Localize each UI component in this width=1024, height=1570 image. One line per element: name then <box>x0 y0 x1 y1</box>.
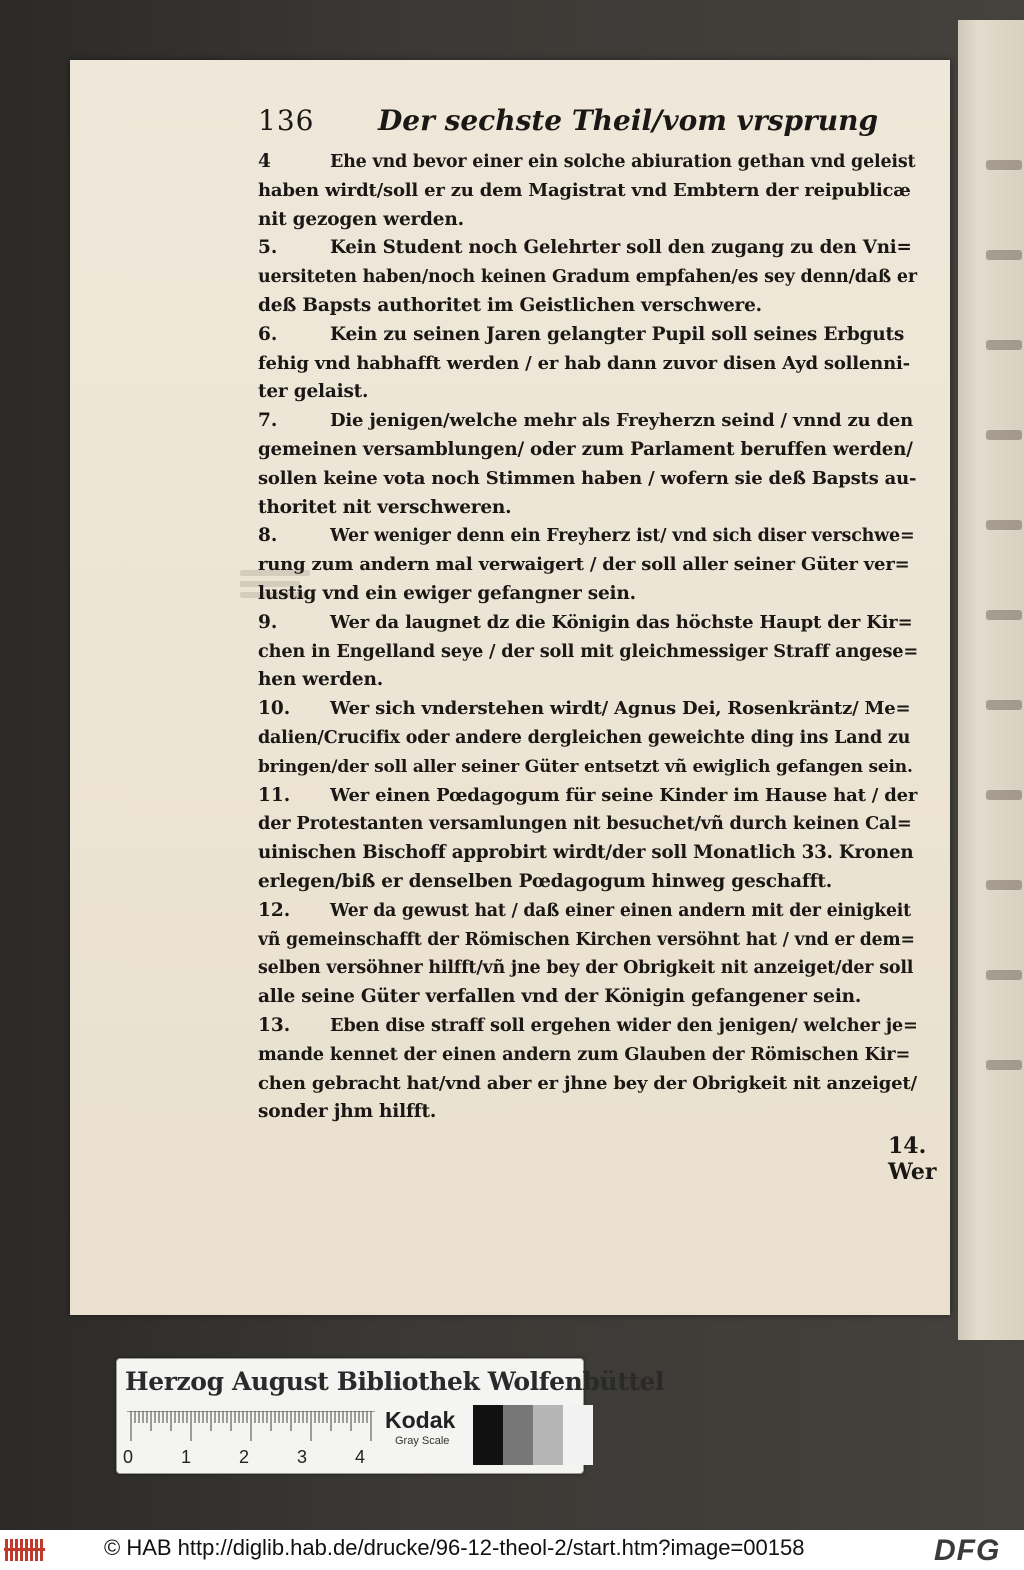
kodak-logo: Kodak <box>385 1407 456 1433</box>
text-line: der Protestanten versamlungen nit besuchet/vñ durch keinen Cal= <box>258 813 912 835</box>
paragraph-number: 12. <box>258 899 291 921</box>
ruler-number: 1 <box>181 1447 192 1467</box>
paragraph <box>258 782 918 897</box>
ruler-number: 3 <box>297 1447 308 1467</box>
text-line: Ehe vnd bevor einer ein solche abiuration gethan vnd geleist <box>330 152 916 172</box>
text-line: Wer einen Pœdagogum für seine Kinder im Hause hat / der <box>330 784 918 806</box>
catchword: 14. Wer <box>888 1133 937 1185</box>
text-line: Wer da gewust hat / daß einer einen andern mit der einigkeit <box>330 900 911 921</box>
text-line: nit gezogen werden. <box>258 208 464 230</box>
page-number: 136 <box>258 104 315 137</box>
page-text-block <box>258 104 918 1127</box>
ruler-number: 4 <box>355 1447 366 1467</box>
color-target-card <box>116 1358 665 1474</box>
text-line: fehig vnd habhafft werden / er hab dann zuvor disen Ayd sollenni- <box>258 352 910 374</box>
adjacent-page-edge <box>958 20 1024 1340</box>
paragraph-number: 9. <box>258 611 278 633</box>
text-line: Wer sich vnderstehen wirdt/ Agnus Dei, Rosenkräntz/ Me= <box>330 698 911 720</box>
text-line: hen werden. <box>258 669 383 691</box>
text-line: thoritet nit verschweren. <box>258 496 512 518</box>
text-line: sollen keine vota noch Stimmen haben / wofern sie deß Bapsts au- <box>258 467 917 489</box>
paragraph-number: 13. <box>258 1014 291 1036</box>
text-line: uinischen Bischoff approbirt wirdt/der soll Monatlich 33. Kronen <box>258 842 914 864</box>
text-line: alle seine Güter verfallen vnd der Königin gefangener sein. <box>258 986 862 1008</box>
text-line: sonder jhm hilfft. <box>258 1101 437 1123</box>
ruler-scale <box>127 1411 375 1441</box>
text-line: chen gebracht hat/vnd aber er jhne bey der Obrigkeit nit anzeiget/ <box>258 1072 917 1094</box>
gray-swatch <box>473 1405 503 1465</box>
text-line: rung zum andern mal verwaigert / der soll aller seiner Güter ver= <box>258 554 910 576</box>
text-line: chen in Engelland seye / der soll mit gleichmessiger Straff angese= <box>258 640 918 662</box>
book-page <box>70 60 950 1315</box>
copyright-url: © HAB http://diglib.hab.de/drucke/96-12-theol-2/start.htm?image=00158 <box>104 1535 805 1560</box>
footer-bar <box>0 1530 1024 1570</box>
gray-scale-label: Gray Scale <box>395 1435 450 1447</box>
paragraph <box>258 321 918 407</box>
text-line: haben wirdt/soll er zu dem Magistrat vnd Embtern der reipublicæ <box>258 179 911 201</box>
text-line: deß Bapsts authoritet im Geistlichen verschwere. <box>258 294 762 316</box>
paragraph <box>258 609 918 695</box>
text-line: Die jenigen/welche mehr als Freyherzn seind / vnnd zu den <box>330 410 913 432</box>
text-line: Eben dise straff soll ergehen wider den jenigen/ welcher je= <box>330 1014 918 1036</box>
gray-swatches <box>473 1405 593 1465</box>
dfg-logo: DFG <box>934 1534 1001 1567</box>
paragraph-number: 10. <box>258 698 291 720</box>
text-line: ter gelaist. <box>258 381 369 403</box>
paragraph <box>258 522 918 608</box>
page-header <box>258 104 918 148</box>
text-line: vñ gemeinschafft der Römischen Kirchen versöhnt hat / vnd er dem= <box>258 929 915 950</box>
ruler-numbers <box>123 1447 373 1469</box>
library-name: Herzog August Bibliothek Wolfenbüttel <box>125 1367 665 1396</box>
paragraph <box>258 148 918 234</box>
paragraph <box>258 234 918 320</box>
text-line: lustig vnd ein ewiger gefangner sein. <box>258 582 636 604</box>
paragraph <box>258 695 918 781</box>
paragraph <box>258 1012 918 1127</box>
text-line: Kein Student noch Gelehrter soll den zugang zu den Vni= <box>330 237 912 259</box>
text-line: erlegen/biß er denselben Pœdagogum hinweg geschafft. <box>258 870 832 892</box>
hab-logo-icon <box>4 1536 46 1564</box>
text-line: gemeinen versamblungen/ oder zum Parlament beruffen werden/ <box>258 438 913 460</box>
text-line: dalien/Crucifix oder andere dergleichen geweichte ding ins Land zu <box>258 727 911 748</box>
paragraph-number: 4 <box>258 151 271 172</box>
text-line: mande kennet der einen andern zum Glauben der Römischen Kir= <box>258 1043 911 1065</box>
paragraph-number: 6. <box>258 323 278 345</box>
text-line: Kein zu seinen Jaren gelangter Pupil soll seines Erbguts <box>330 323 905 345</box>
gray-swatch <box>503 1405 533 1465</box>
paragraph-number: 11. <box>258 784 291 806</box>
paragraph-number: 8. <box>258 525 278 547</box>
paragraph-number: 5. <box>258 237 278 259</box>
ruler-number: 0 <box>123 1447 134 1467</box>
gray-swatch <box>533 1405 563 1465</box>
paragraph <box>258 407 918 522</box>
gray-swatch <box>563 1405 593 1465</box>
running-head: Der sechste Theil/vom vrsprung <box>378 104 879 137</box>
text-line: Wer weniger denn ein Freyherz ist/ vnd sich diser verschwe= <box>330 526 915 547</box>
text-line: uersiteten haben/noch keinen Gradum empfahen/es sey denn/daß er <box>258 267 917 288</box>
ruler-number: 2 <box>239 1447 250 1467</box>
text-line: selben versöhner hilfft/vñ jne bey der Obrigkeit nit anzeiget/der soll <box>258 958 914 979</box>
text-line: Wer da laugnet dz die Königin das höchste Haupt der Kir= <box>330 611 913 633</box>
paragraph-list <box>258 148 918 1127</box>
paragraph-number: 7. <box>258 410 278 432</box>
text-line: bringen/der soll aller seiner Güter entsetzt vñ ewiglich gefangen sein. <box>258 756 913 777</box>
paragraph <box>258 897 918 1012</box>
